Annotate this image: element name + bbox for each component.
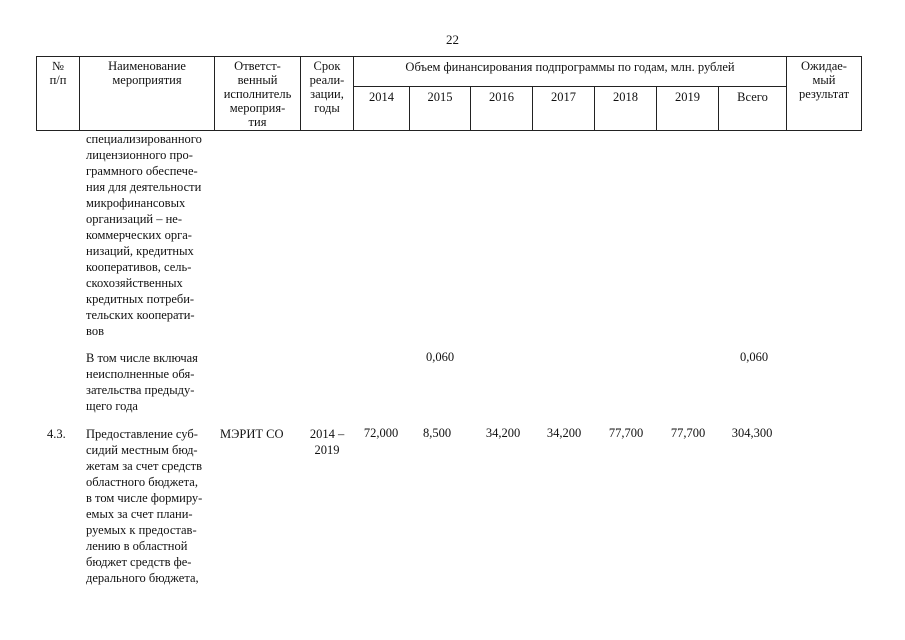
header-result: Ожидае- мый результат xyxy=(798,59,850,101)
header-year-total: Всего xyxy=(737,90,768,104)
header-year-2014: 2014 xyxy=(369,90,394,104)
header-year-2018: 2018 xyxy=(613,90,638,104)
header-term: Срок реали- зации, годы xyxy=(309,59,345,115)
header-year-2017: 2017 xyxy=(551,90,576,104)
row-3-executor: МЭРИТ СО xyxy=(220,427,284,441)
header-num: № п/п xyxy=(49,59,67,87)
header-funding: Объем финансирования подпрограммы по годам, млн. рублей xyxy=(405,60,735,74)
row-3-value-2017: 34,200 xyxy=(546,426,582,440)
header-executor: Ответст- венный исполнитель мероприя- тия xyxy=(223,59,292,129)
header-name: Наименование мероприятия xyxy=(108,59,186,87)
col-line-end xyxy=(861,56,862,131)
header-year-2015: 2015 xyxy=(427,90,453,104)
row-3-value-total: 304,300 xyxy=(731,426,773,440)
row-1-name: специализированного лицензионного про- граммного обеспече- ния для деятельности микрофинансовых организаций – не- коммерческих орга- низаций, кредитных кооперативов, сель- скохозяйственных кредитных потреби- тельских кооперати- вов xyxy=(86,132,202,338)
row-3-value-2019: 77,700 xyxy=(670,426,706,440)
header-year-2016: 2016 xyxy=(489,90,514,104)
row-3-num: 4.3. xyxy=(47,427,66,441)
row-3-value-2016: 34,200 xyxy=(485,426,521,440)
row-3-value-2018: 77,700 xyxy=(608,426,644,440)
row-2-name: В том числе включая неисполненные обя- зательства предыду- щего года xyxy=(86,351,198,413)
row-3-value-2015: 8,500 xyxy=(422,426,452,440)
header-top-line xyxy=(36,56,862,57)
row-3-term: 2014 – 2019 xyxy=(309,427,345,457)
page-number: 22 xyxy=(446,32,459,47)
row-2-value-2015: 0,060 xyxy=(425,350,455,364)
funding-subheader-line xyxy=(353,86,786,87)
row-3-name: Предоставление суб- сидий местным бюд- жетам за счет средств областного бюджета, в том числе формиру- емых за счет плани- руемых к предостав- лению в областной бюджет средств фе- дерального бюджета, xyxy=(86,427,203,585)
header-year-2019: 2019 xyxy=(675,90,700,104)
row-2-value-total: 0,060 xyxy=(739,350,769,364)
row-3-value-2014: 72,000 xyxy=(363,426,399,440)
